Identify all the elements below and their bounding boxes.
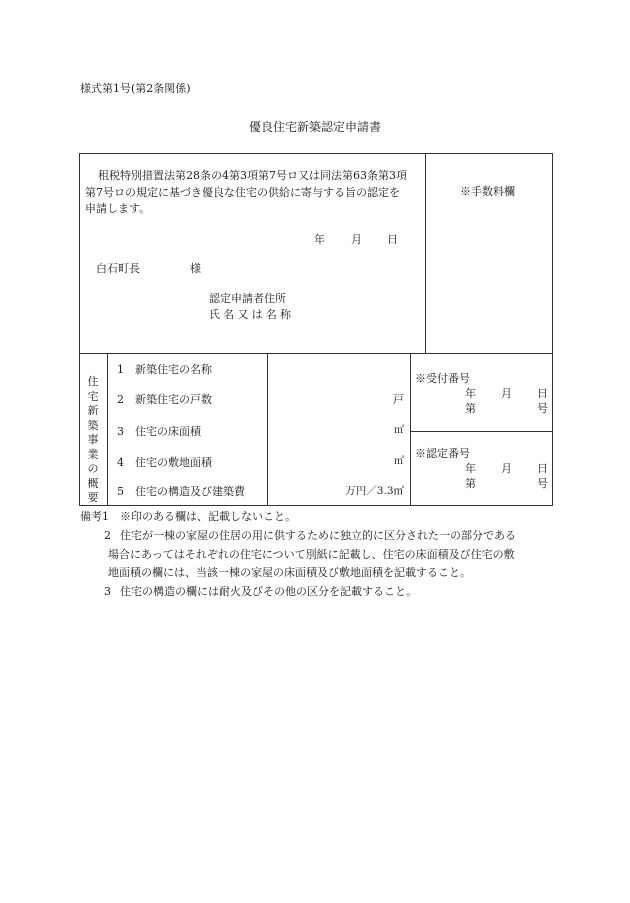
date-day-label: 日 (387, 233, 398, 246)
number-column-divider (410, 353, 411, 505)
number-box-divider (410, 431, 553, 432)
fee-column-label: ※手数料欄 (460, 185, 515, 198)
page-title: 優良住宅新築認定申請書 (248, 120, 381, 134)
receipt-dai: 第 (465, 402, 476, 415)
note-1: ※印のある欄は、記載しないこと。 (120, 510, 296, 523)
item-number: 1 (117, 363, 124, 376)
form-number: 様式第1号(第2条関係) (80, 82, 191, 95)
form-bottom-border (79, 505, 553, 506)
item-value-divider (267, 353, 268, 505)
side-label-divider (107, 353, 108, 505)
note-2-line-2: 場合にあってはそれぞれの住宅について別紙に記載し、住宅の床面積及び住宅の敷 (108, 548, 515, 561)
certification-month: 月 (501, 462, 512, 475)
item-number: 5 (117, 485, 124, 498)
item-number: 3 (117, 425, 124, 438)
applicant-address-label: 認定申請者住所 (209, 292, 286, 305)
date-month-label: 月 (351, 233, 362, 246)
form-top-border (79, 153, 553, 154)
item-label: 新築住宅の戸数 (135, 393, 212, 406)
note-2-line-3: 地面積の欄には、当該一棟の家屋の床面積及び敷地面積を記載すること。 (108, 566, 471, 579)
certification-dai: 第 (465, 477, 476, 490)
item-unit: ㎡ (394, 425, 404, 436)
date-year-label: 年 (314, 233, 325, 246)
item-unit: ㎡ (394, 456, 404, 467)
certification-go: 号 (537, 477, 548, 490)
notes-heading: 備考1 (80, 510, 109, 523)
body-line-2: 第7号ロの規定に基づき優良な住宅の供給に寄与する旨の認定を (85, 186, 400, 199)
receipt-day: 日 (537, 387, 548, 400)
form-left-border (79, 153, 80, 506)
item-label: 住宅の構造及び建築費 (135, 485, 245, 498)
overview-side-label: 住宅新築事業の概要 (87, 375, 99, 504)
body-line-3: 申請します。 (85, 202, 151, 215)
form-right-border (552, 153, 553, 506)
receipt-year: 年 (465, 387, 476, 400)
receipt-month: 月 (501, 387, 512, 400)
body-line-1: 租税特別措置法第28条の4第3項第7号ロ又は同法第63条第3項 (98, 169, 407, 182)
addressee-suffix: 様 (190, 262, 201, 275)
item-number: 2 (117, 393, 124, 406)
note-3-number: 3 (104, 585, 111, 598)
receipt-go: 号 (537, 402, 548, 415)
receipt-number-label: ※受付番号 (415, 372, 470, 385)
item-label: 住宅の床面積 (135, 425, 201, 438)
note-2-line-1: 住宅が一棟の家屋の住居の用に供するために独立的に区分された一の部分である (120, 529, 516, 542)
section-divider (79, 353, 553, 354)
item-number: 4 (117, 456, 124, 469)
fee-column-divider (425, 153, 426, 353)
item-label: 住宅の敷地面積 (135, 456, 212, 469)
certification-day: 日 (537, 462, 548, 475)
item-label: 新築住宅の名称 (135, 363, 212, 376)
addressee: 白石町長 (96, 262, 140, 275)
certification-number-label: ※認定番号 (415, 447, 470, 460)
applicant-name-label: 氏名又は名称 (209, 308, 295, 321)
note-3: 住宅の構造の欄には耐火及びその他の区分を記載すること。 (120, 585, 417, 598)
item-unit: 万円／3.3㎡ (345, 485, 404, 497)
note-2-number: 2 (104, 529, 111, 542)
item-unit: 戸 (393, 393, 404, 406)
certification-year: 年 (465, 462, 476, 475)
